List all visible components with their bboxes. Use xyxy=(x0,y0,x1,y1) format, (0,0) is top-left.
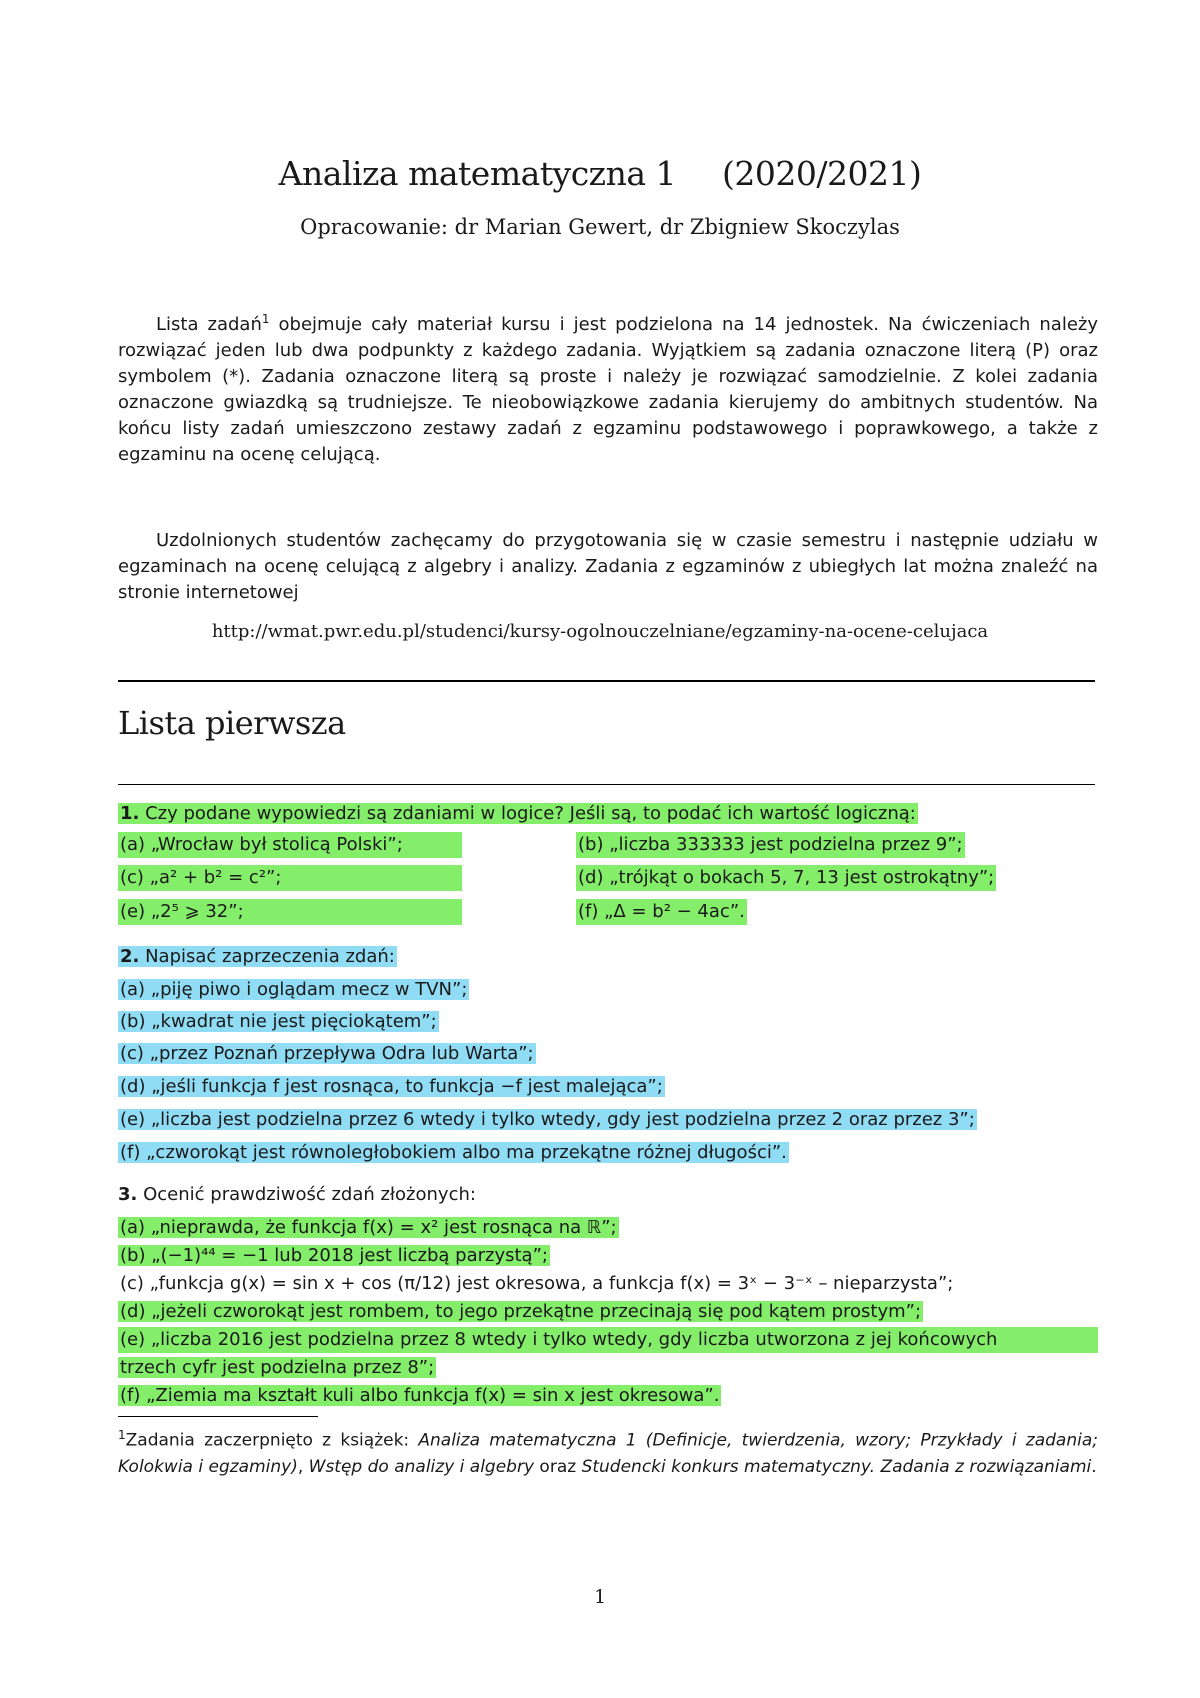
task3-prompt xyxy=(118,1182,476,1208)
footnote-end: . xyxy=(1091,1456,1097,1477)
footnote-conjunction: oraz xyxy=(534,1456,582,1477)
footnote-book-3: Studencki konkurs matematyczny. Zadania z rozwiązaniami xyxy=(581,1456,1092,1477)
task3-item-c-row xyxy=(118,1271,955,1297)
task2-item-a-row xyxy=(118,977,469,1003)
task-prompt-text: Ocenić prawdziwość zdań złożonych: xyxy=(137,1184,476,1205)
task2-item-b-row xyxy=(118,1009,439,1035)
task2-item-d-row xyxy=(118,1074,665,1100)
footnote-book-2: Wstęp do analizy i algebry xyxy=(308,1456,535,1477)
task3-item-a-row xyxy=(118,1215,619,1241)
task1-prompt xyxy=(118,801,918,827)
task3-item-b-row xyxy=(118,1243,550,1269)
task3-item-a: (a) „nieprawda, że funkcja f(x) = x² jest rosnąca na ℝ”; xyxy=(120,1217,617,1238)
intro-text-2: Uzdolnionych studentów zachęcamy do przygotowania się w czasie semestru i następnie udziału w egzaminach na ocenę celującą z algebry i analizy. Zadania z egzaminów z ubiegłych lat można znaleźć na stronie internetowej xyxy=(118,530,1098,603)
intro-lead: Lista zadań xyxy=(156,314,262,335)
footnote-separator: , xyxy=(297,1456,309,1477)
section-rule-top xyxy=(118,680,1095,682)
section-rule-bottom xyxy=(118,784,1095,785)
task1-item-e: (e) „2⁵ ⩾ 32”; xyxy=(118,899,462,925)
task1-item-a: (a) „Wrocław był stolicą Polski”; xyxy=(118,832,462,858)
task1-item-d: (d) „trójkąt o bokach 5, 7, 13 jest ostrokątny”; xyxy=(576,865,996,891)
task1-item-c: (c) „a² + b² = c²”; xyxy=(118,865,462,891)
task2-item-f: (f) „czworokąt jest równoległobokiem albo ma przekątne różnej długości”. xyxy=(120,1142,787,1163)
footnote xyxy=(118,1422,1098,1480)
task2-item-e: (e) „liczba jest podzielna przez 6 wtedy i tylko wtedy, gdy jest podzielna przez 2 oraz przez 3”; xyxy=(120,1109,975,1130)
task1-row-cd xyxy=(118,865,1098,891)
title-text: Analiza matematyczna 1 xyxy=(278,154,676,193)
task1-item-f: (f) „Δ = b² − 4ac”. xyxy=(576,899,747,925)
task3-item-e-row2 xyxy=(118,1355,436,1381)
intro-text: obejmuje cały materiał kursu i jest podzielona na 14 jednostek. Na ćwiczeniach należy rozwiązać jeden lub dwa podpunkty z każdego zadania. Wyjątkiem są zadania oznaczone literą (P) oraz symbolem (*). Zadania oznaczone literą są proste i należy je rozwiązać samodzielnie. Z kolei zadania oznaczone gwiazdką są trudniejsze. Te nieobowiązkowe zadania kierujemy do ambitnych studentów. Na końcu listy zadań umieszczono zestawy zadań z egzaminu podstawowego i poprawkowego, a także z egzaminu na ocenę celującą. xyxy=(118,314,1098,465)
task2-item-d: (d) „jeśli funkcja f jest rosnąca, to funkcja −f jest malejąca”; xyxy=(120,1076,663,1097)
footnote-book-1: Analiza matematyczna 1 (Definicje, twierdzenia, wzory; Przykłady i zadania; Kolokwia i egzaminy) xyxy=(118,1430,1098,1477)
task2-item-f-row xyxy=(118,1140,789,1166)
intro-paragraph-2 xyxy=(118,528,1098,606)
section-title: Lista pierwsza xyxy=(118,704,346,742)
task2-item-b: (b) „kwadrat nie jest pięciokątem”; xyxy=(120,1011,437,1032)
task-prompt-text: Napisać zaprzeczenia zdań: xyxy=(139,946,395,967)
document-title xyxy=(0,154,1200,193)
task3-item-c: (c) „funkcja g(x) = sin x + cos (π/12) jest okresowa, a funkcja f(x) = 3ˣ − 3⁻ˣ – nieparzysta”; xyxy=(120,1273,954,1294)
task3-item-d: (d) „jeżeli czworokąt jest rombem, to jego przekątne przecinają się pod kątem prostym”; xyxy=(120,1301,922,1322)
task-number: 3. xyxy=(118,1184,138,1205)
task1-row-ab xyxy=(118,832,1098,858)
task1-item-b: (b) „liczba 333333 jest podzielna przez 9”; xyxy=(576,832,965,858)
task3-item-d-row xyxy=(118,1299,923,1325)
task-number: 2. xyxy=(120,946,140,967)
task-prompt-text: Czy podane wypowiedzi są zdaniami w logice? Jeśli są, to podać ich wartość logiczną: xyxy=(139,803,916,824)
intro-paragraph-1 xyxy=(118,306,1098,468)
exam-url-link[interactable]: http://wmat.pwr.edu.pl/studenci/kursy-ogolnouczelniane/egzaminy-na-ocene-celujaca xyxy=(211,621,989,642)
footnote-rule xyxy=(118,1416,318,1417)
task1-row-ef xyxy=(118,899,1098,925)
authors-line: Opracowanie: dr Marian Gewert, dr Zbigniew Skoczylas xyxy=(300,215,900,239)
task2-item-a: (a) „piję piwo i oglądam mecz w TVN”; xyxy=(120,979,468,1000)
task3-item-f: (f) „Ziemia ma kształt kuli albo funkcja f(x) = sin x jest okresowa”. xyxy=(120,1385,720,1406)
footnote-mark: 1 xyxy=(118,1428,126,1442)
task3-item-f-row xyxy=(118,1383,721,1409)
page-number: 1 xyxy=(593,1586,607,1608)
task3-item-e-row xyxy=(118,1327,1098,1353)
task2-item-c: (c) „przez Poznań przepływa Odra lub Warta”; xyxy=(120,1043,534,1064)
title-year: (2020/2021) xyxy=(721,154,922,193)
task-number: 1. xyxy=(120,803,140,824)
task2-item-e-row xyxy=(118,1107,977,1133)
footnote-ref: 1 xyxy=(261,312,270,326)
task3-item-e: (e) „liczba 2016 jest podzielna przez 8 wtedy i tylko wtedy, gdy liczba utworzona z jej końcowych xyxy=(118,1327,1098,1353)
task2-item-c-row xyxy=(118,1041,536,1067)
task2-prompt xyxy=(118,944,397,970)
footnote-lead: Zadania zaczerpnięto z książek: xyxy=(125,1430,419,1451)
task3-item-e-cont: trzech cyfr jest podzielna przez 8”; xyxy=(120,1357,435,1378)
task3-item-b: (b) „(−1)⁴⁴ = −1 lub 2018 jest liczbą parzystą”; xyxy=(120,1245,548,1266)
